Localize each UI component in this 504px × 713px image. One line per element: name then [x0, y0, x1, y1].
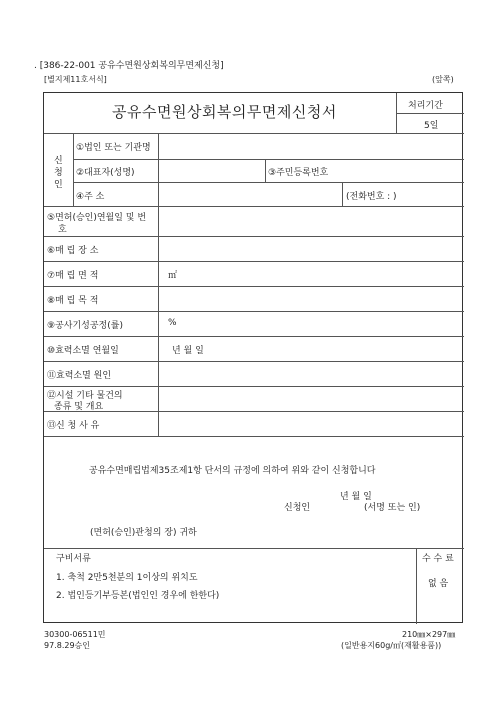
resident-number-label: ③주민등록번호 [268, 168, 329, 178]
page-side: (앞쪽) [432, 75, 454, 84]
form-title: 공유수면원상회복의무면제신청서 [112, 103, 337, 121]
expire-date-value: 년 월 일 [172, 346, 204, 356]
reclaim-area-unit: ㎡ [168, 271, 178, 281]
representative-label: ②대표자(성명) [76, 168, 135, 178]
corp-name-label: ①법인 또는 기관명 [76, 143, 151, 153]
applicant-char-1: 신 [54, 156, 63, 166]
applicant-char-2: 청 [54, 168, 63, 178]
footer-paper: (일반용지60g/㎡(재활용품)) [341, 641, 442, 650]
applicant-label: 신청인 [284, 503, 311, 513]
reclaim-place-label: ⑥매 립 장 소 [47, 246, 99, 256]
footer-code: 30300-06511민 [44, 630, 106, 639]
application-date: 년 월 일 [340, 492, 372, 502]
license-date-label-2: 호 [58, 225, 67, 235]
form-number: [별지제11호서식] [44, 75, 107, 84]
footer-approved: 97.8.29승인 [44, 641, 90, 650]
expire-cause-label: ⑪효력소멸 원인 [47, 371, 112, 381]
applicant-char-3: 인 [54, 180, 63, 190]
progress-unit: % [168, 318, 177, 328]
reclaim-area-label: ⑦매 립 면 적 [47, 271, 99, 281]
fee-value: 없 음 [428, 579, 449, 589]
expire-date-label: ⑩효력소멸 연월일 [47, 346, 119, 356]
documents-title: 구비서류 [56, 554, 91, 564]
address-label: ④주 소 [76, 192, 105, 202]
progress-label: ⑨공사기성공정(률) [47, 321, 123, 331]
license-date-label: ⑤면허(승인)연월일 및 번 [47, 213, 147, 223]
facility-label-2: 종류 및 개요 [54, 402, 104, 412]
form-code-title: . [386-22-001 공유수면원상회복의무면제신청] [34, 61, 224, 71]
document-item-2: 2. 법인등기부등본(법인인 경우에 한한다) [56, 591, 220, 601]
processing-period-value: 5일 [424, 121, 439, 131]
footer-size: 210㎜×297㎜ [402, 630, 456, 639]
phone-label: (전화번호 : ) [346, 192, 397, 202]
reason-label: ⑬신 청 사 유 [47, 421, 100, 431]
facility-label: ⑫시설 기타 물건의 [47, 391, 123, 401]
reclaim-purpose-label: ⑧매 립 목 적 [47, 296, 99, 306]
addressee: (면허(승인)관청의 장) 귀하 [90, 528, 197, 538]
processing-period-label: 처리기간 [408, 101, 443, 111]
signature-label: (서명 또는 인) [364, 503, 421, 513]
application-form [43, 92, 463, 623]
document-item-1: 1. 축척 2만5천분의 1이상의 위치도 [56, 573, 198, 583]
application-statement: 공유수면매립법제35조제1항 단서의 규정에 의하여 위와 같이 신청합니다 [89, 466, 376, 476]
fee-label: 수 수 료 [422, 554, 454, 564]
